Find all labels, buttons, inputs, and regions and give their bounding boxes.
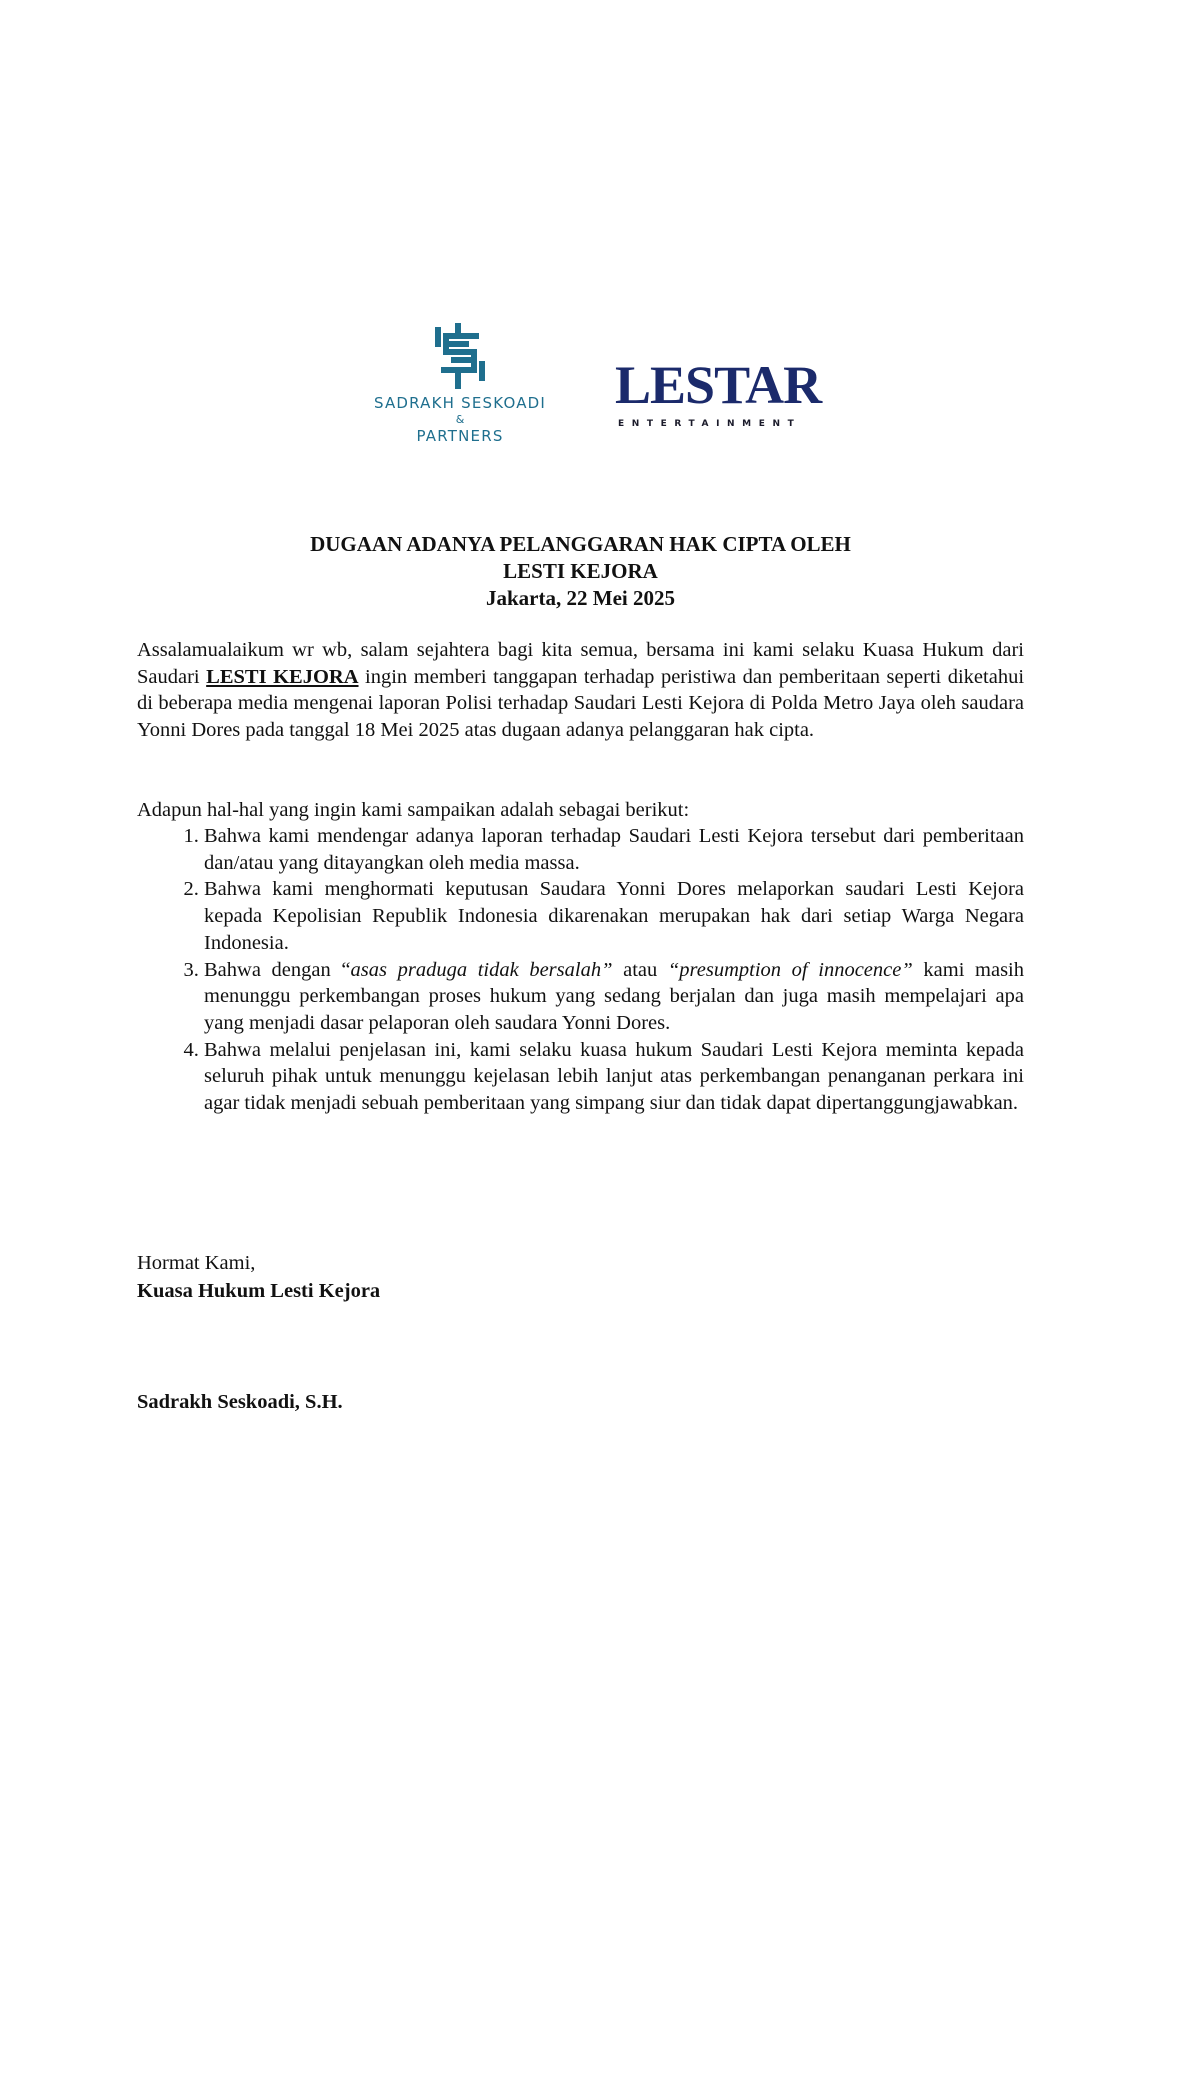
lestar-logo-word: LESTAR: [615, 355, 822, 415]
sadrakh-emblem-icon: [432, 322, 488, 390]
closing-greeting: Hormat Kami,: [137, 1252, 256, 1274]
date-line: Jakarta, 22 Mei 2025: [486, 586, 675, 610]
title-line-2: LESTI KEJORA: [503, 559, 658, 583]
list-item-text-c: kami masih menunggu perkembangan proses hukum yang sedang berjalan dan juga masih mempelajari apa yang menjadi dasar pelaporan oleh saudara Yonni Dores.: [204, 958, 1024, 1034]
signer-name: Sadrakh Seskoadi, S.H.: [137, 1391, 343, 1413]
sadrakh-logo-line1: SADRAKH SESKOADI: [373, 394, 547, 412]
list-item-text: Bahwa melalui penjelasan ini, kami selaku kuasa hukum Saudari Lesti Kejora meminta kepada seluruh pihak untuk menunggu kejelasan lebih lanjut atas perkembangan penanganan perkara ini agar tidak menjadi sebuah pemberitaan yang simpang siur dan tidak dapat dipertanggungjawabkan.: [204, 1038, 1024, 1115]
sadrakh-logo-line3: PARTNERS: [416, 427, 504, 445]
list-item-italic-1: asas praduga tidak bersalah”: [350, 958, 613, 981]
opening-text-b: ingin memberi tanggapan terhadap peristiwa dan pemberitaan seperti diketahui di beberapa media mengenai laporan Polisi terhadap Saudari Lesti Kejora di Polda Metro Jaya oleh saudara Yonni Dores pada tanggal 18 Mei 2025 atas dugaan adanya pelanggaran hak cipta.: [137, 665, 1025, 742]
list-item-text-a: Bahwa dengan “: [204, 958, 351, 981]
list-item: [204, 957, 1024, 1037]
list-item-text-b: atau: [612, 958, 668, 981]
list-item-italic-2: “presumption of innocence”: [667, 958, 913, 981]
list-item: [204, 823, 1024, 876]
closing-role: Kuasa Hukum Lesti Kejora: [137, 1280, 381, 1302]
statement-list: [137, 823, 1024, 1117]
intro-list-paragraph: Adapun hal-hal yang ingin kami sampaikan adalah sebagai berikut:: [137, 799, 690, 821]
client-name: LESTI KEJORA: [206, 665, 359, 688]
sadrakh-logo-line2: &: [455, 413, 465, 426]
document-title: [137, 531, 1024, 612]
lestar-logo-subtitle: ENTERTAINMENT: [618, 419, 802, 429]
lestar-logo: [615, 355, 830, 434]
list-item: [204, 876, 1024, 956]
title-line-1: DUGAAN ADANYA PELANGGARAN HAK CIPTA OLEH: [310, 532, 851, 556]
closing-block: [137, 1249, 380, 1305]
opening-text-a: Assalamualaikum wr wb, salam sejahtera bagi kita semua, bersama ini kami selaku Kuasa Hukum dari Saudari: [137, 639, 1024, 688]
list-item: [204, 1037, 1024, 1117]
sadrakh-logo: [370, 322, 560, 452]
list-item-text: Bahwa kami menghormati keputusan Saudara Yonni Dores melaporkan saudari Lesti Kejora kepada Kepolisian Republik Indonesia dikarenakan merupakan hak dari setiap Warga Negara Indonesia.: [204, 878, 1024, 954]
list-item-text: Bahwa kami mendengar adanya laporan terhadap Saudari Lesti Kejora tersebut dari pemberitaan dan/atau yang ditayangkan oleh media massa.: [204, 825, 1024, 874]
opening-paragraph: [137, 637, 1024, 744]
